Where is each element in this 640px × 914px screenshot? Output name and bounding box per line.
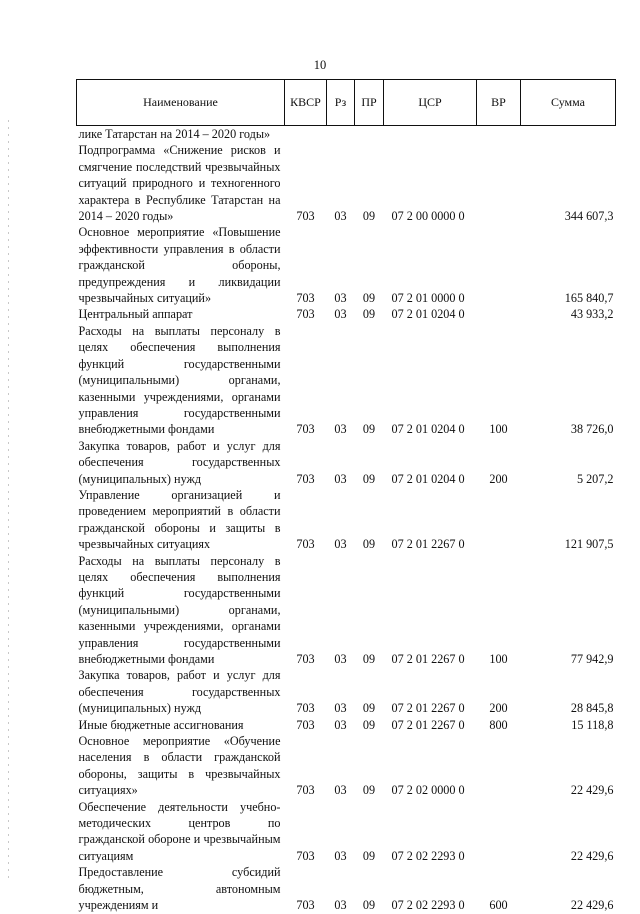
- cell-kvsr: 703: [296, 783, 315, 798]
- cell-kvsr: 703: [296, 537, 315, 552]
- cell-vr: 200: [489, 471, 508, 486]
- cell-name: лике Татарстан на 2014 – 2020 годы»: [78, 127, 271, 141]
- cell-kvsr: 703: [296, 848, 315, 863]
- cell-rz: 03: [334, 422, 347, 437]
- cell-pr: 09: [362, 422, 376, 437]
- cell-name: Закупка товаров, работ и услуг для обеспечения государственных (муниципальных) нужд: [78, 438, 281, 486]
- cell-csr: 07 2 01 0204 0: [391, 422, 465, 437]
- cell-pr: 09: [362, 717, 376, 732]
- cell-sum: 43 933,2: [570, 307, 614, 322]
- cell-pr: [355, 126, 384, 143]
- table-row: [77, 438, 616, 487]
- cell-name: Закупка товаров, работ и услуг для обеспечения государственных (муниципальных) нужд: [78, 668, 281, 716]
- cell-name: Расходы на выплаты персоналу в целях обеспечения выполнения функций государственными (муниципальными) органами, казенными учреждениями, органами управления государственными внебюджетными фондами: [78, 553, 281, 666]
- cell-csr: 07 2 01 2267 0: [391, 717, 465, 732]
- cell-csr: 07 2 00 0000 0: [391, 209, 465, 224]
- cell-pr: 09: [362, 291, 376, 306]
- table-row: [77, 126, 616, 143]
- table-row: [77, 224, 616, 306]
- table-row: [77, 717, 616, 733]
- cell-vr: 200: [489, 701, 508, 716]
- cell-pr: 09: [362, 783, 376, 798]
- scan-edge-mark: [8, 120, 9, 880]
- cell-sum: 165 840,7: [564, 291, 614, 306]
- cell-vr: 100: [489, 652, 508, 666]
- cell-vr: [477, 224, 521, 306]
- header-vr: ВР: [477, 80, 521, 126]
- cell-csr: 07 2 01 0000 0: [391, 291, 465, 306]
- cell-sum: 38 726,0: [570, 422, 614, 437]
- cell-csr: 07 2 02 2293 0: [391, 898, 465, 913]
- cell-kvsr: 703: [296, 209, 315, 224]
- budget-table: [76, 79, 616, 914]
- cell-rz: 03: [334, 471, 347, 486]
- cell-name: Расходы на выплаты персоналу в целях обеспечения выполнения функций государственными (муниципальными) органами, казенными учреждениями, органами управления государственными внебюджетными фондами: [78, 323, 281, 437]
- cell-kvsr: 703: [296, 717, 315, 732]
- cell-sum: [521, 126, 616, 143]
- header-pr: ПР: [355, 80, 384, 126]
- table-row: [77, 553, 616, 668]
- cell-vr: [477, 487, 521, 553]
- cell-vr: [477, 733, 521, 799]
- page-number: 10: [313, 58, 327, 72]
- table-row: [77, 667, 616, 716]
- cell-kvsr: 703: [296, 701, 315, 716]
- cell-pr: 09: [362, 848, 376, 863]
- cell-kvsr: 703: [296, 291, 315, 306]
- table-row: [77, 799, 616, 865]
- cell-sum: 344 607,3: [564, 209, 614, 224]
- cell-pr: 09: [362, 307, 376, 322]
- cell-rz: 03: [334, 537, 347, 552]
- cell-csr: 07 2 02 0000 0: [391, 783, 465, 798]
- cell-rz: 03: [334, 209, 347, 224]
- cell-pr: 09: [362, 701, 376, 716]
- cell-pr: 09: [362, 537, 376, 552]
- cell-csr: 07 2 01 2267 0: [391, 537, 465, 552]
- cell-name: Предоставление субсидий бюджетным, автономным учреждениям и: [78, 865, 281, 913]
- cell-rz: 03: [334, 701, 347, 716]
- table-header-row: [77, 80, 616, 126]
- cell-pr: 09: [362, 898, 376, 913]
- cell-rz: 03: [334, 848, 347, 863]
- header-name: Наименование: [77, 80, 285, 126]
- cell-rz: 03: [334, 898, 347, 913]
- cell-pr: 09: [362, 209, 376, 224]
- cell-kvsr: 703: [296, 307, 315, 322]
- cell-name: Основное мероприятие «Повышение эффективности управления в области гражданской обороны, предупреждения и ликвидации чрезвычайных ситуаций»: [78, 225, 281, 306]
- table-row: [77, 864, 616, 913]
- cell-vr: 800: [489, 717, 508, 732]
- cell-csr: 07 2 01 2267 0: [391, 701, 465, 716]
- cell-kvsr: 703: [296, 422, 315, 437]
- cell-rz: 03: [334, 291, 347, 306]
- cell-vr: 600: [489, 898, 508, 913]
- cell-csr: [384, 126, 477, 143]
- cell-name: Центральный аппарат: [78, 307, 193, 322]
- cell-sum: 28 845,8: [570, 701, 614, 716]
- cell-pr: 09: [362, 471, 376, 486]
- cell-pr: 09: [362, 652, 376, 666]
- cell-sum: 22 429,6: [570, 783, 614, 798]
- cell-csr: 07 2 01 2267 0: [391, 652, 465, 666]
- cell-name: Подпрограмма «Снижение рисков и смягчение последствий чрезвычайных ситуаций природного и техногенного характера в Республике Татарстан на 2014 – 2020 годы»: [78, 143, 281, 224]
- cell-name: Основное мероприятие «Обучение населения в области гражданской обороны, защиты в чрезвычайных ситуациях»: [78, 734, 281, 798]
- cell-kvsr: 703: [296, 898, 315, 913]
- header-rz: Рз: [327, 80, 355, 126]
- cell-csr: 07 2 02 2293 0: [391, 848, 465, 863]
- header-kvsr: КВСР: [285, 80, 327, 126]
- cell-vr: 100: [489, 422, 508, 437]
- table-row: [77, 487, 616, 553]
- cell-csr: 07 2 01 0204 0: [391, 307, 465, 322]
- header-csr: ЦСР: [384, 80, 477, 126]
- table-row: [77, 733, 616, 799]
- cell-sum: 22 429,6: [570, 848, 614, 863]
- cell-sum: 5 207,2: [576, 471, 614, 486]
- cell-sum: 15 118,8: [571, 717, 614, 732]
- cell-vr: [477, 306, 521, 322]
- table-row: [77, 306, 616, 322]
- cell-vr: [477, 142, 521, 224]
- cell-kvsr: [285, 126, 327, 143]
- cell-csr: 07 2 01 0204 0: [391, 471, 465, 486]
- cell-rz: 03: [334, 307, 347, 322]
- cell-rz: 03: [334, 652, 347, 666]
- header-sum: Сумма: [521, 80, 616, 126]
- cell-rz: 03: [334, 717, 347, 732]
- cell-kvsr: 703: [296, 652, 315, 666]
- cell-name: Иные бюджетные ассигнования: [78, 717, 244, 732]
- cell-name: Обеспечение деятельности учебно-методических центров по гражданской обороне и чрезвычайным ситуациям: [78, 799, 281, 863]
- table-row: [77, 323, 616, 438]
- cell-rz: 03: [334, 783, 347, 798]
- table-body: [77, 126, 616, 914]
- cell-sum: 77 942,9: [570, 652, 614, 666]
- cell-kvsr: 703: [296, 471, 315, 486]
- cell-vr: [477, 126, 521, 143]
- cell-sum: 121 907,5: [564, 537, 614, 552]
- cell-rz: [327, 126, 355, 143]
- cell-name: Управление организацией и проведением мероприятий в области гражданской обороны и защиты в чрезвычайных ситуациях: [78, 487, 281, 552]
- cell-sum: 22 429,6: [570, 898, 614, 913]
- cell-vr: [477, 799, 521, 865]
- table-row: [77, 142, 616, 224]
